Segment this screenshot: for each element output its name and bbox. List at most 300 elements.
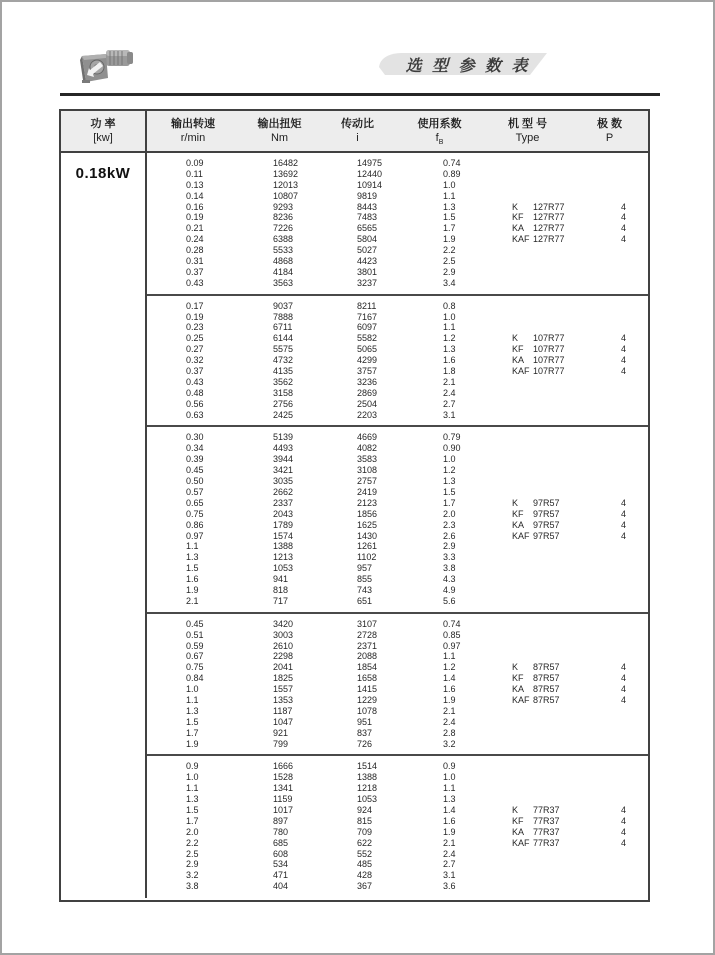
cell-poles [621, 541, 648, 552]
cell-type [512, 596, 621, 607]
cell-speed: 0.19 [186, 212, 204, 223]
gearmotor-photo-icon [76, 44, 136, 88]
cell-factor: 1.2 [443, 465, 456, 476]
col-header-poles: 极 数 P [596, 118, 623, 144]
cell-speed: 0.56 [186, 398, 204, 409]
cell-torque: 5575 [273, 344, 294, 355]
cell-poles [621, 881, 648, 892]
cell-poles: 4 [621, 212, 627, 223]
table-row [186, 706, 648, 717]
cell-poles [621, 191, 648, 202]
cell-type [512, 191, 621, 202]
table-row [186, 838, 648, 849]
group-127R77 [147, 153, 648, 294]
table-row [186, 585, 648, 596]
table-row [186, 870, 648, 881]
cell-speed: 0.27 [186, 344, 204, 355]
table-row [186, 388, 648, 399]
cell-type [512, 278, 621, 289]
cell-poles: 4 [621, 333, 627, 344]
cell-torque: 1187 [273, 705, 293, 716]
cell-torque: 2337 [273, 497, 294, 508]
cell-ratio: 1102 [357, 552, 377, 563]
table-row [186, 695, 648, 706]
cell-ratio: 1514 [357, 761, 378, 772]
cell-speed: 0.11 [186, 168, 203, 179]
cell-type [512, 684, 621, 695]
cell-type [512, 717, 621, 728]
cell-ratio: 2728 [357, 629, 378, 640]
cell-poles [621, 465, 648, 476]
type-model: 127R77 [533, 234, 565, 245]
cell-type [512, 202, 621, 213]
type-model: 77R37 [533, 804, 560, 815]
table-row [186, 202, 648, 213]
cell-factor: 1.2 [443, 662, 456, 673]
cell-ratio: 2504 [357, 398, 378, 409]
cell-poles [621, 717, 648, 728]
cell-poles [621, 651, 648, 662]
cell-torque: 7226 [273, 223, 294, 234]
cell-poles [621, 278, 648, 289]
cell-speed: 0.45 [186, 618, 204, 629]
cell-factor: 2.1 [443, 376, 456, 387]
cell-torque: 8236 [273, 212, 294, 223]
type-prefix: KF [512, 815, 524, 826]
cell-ratio: 1856 [357, 508, 378, 519]
table-row [186, 552, 648, 563]
cell-factor: 5.6 [443, 595, 456, 606]
type-model: 107R77 [533, 344, 565, 355]
cell-torque: 1557 [273, 684, 294, 695]
cell-torque: 3563 [273, 277, 294, 288]
type-model: 107R77 [533, 333, 565, 344]
type-prefix: KAF [512, 234, 530, 245]
cell-torque: 717 [273, 595, 289, 606]
cell-speed: 0.45 [186, 465, 204, 476]
cell-ratio: 8211 [357, 300, 377, 311]
cell-factor: 1.3 [443, 344, 456, 355]
cell-factor: 2.2 [443, 245, 456, 256]
cell-poles [621, 870, 648, 881]
cell-factor: 1.0 [443, 772, 456, 783]
cell-torque: 471 [273, 870, 289, 881]
table-row [186, 278, 648, 289]
cell-poles [621, 849, 648, 860]
cell-torque: 16482 [273, 158, 299, 168]
cell-speed: 0.25 [186, 333, 204, 344]
table-row [186, 816, 648, 827]
type-model: 127R77 [533, 201, 565, 212]
table-row [186, 212, 648, 223]
type-model: 77R37 [533, 837, 560, 848]
col-header-ratio: 传动比 i [341, 118, 374, 144]
table-row [186, 322, 648, 333]
cell-poles [621, 399, 648, 410]
type-model: 87R57 [533, 694, 560, 705]
cell-ratio: 5804 [357, 234, 378, 245]
cell-speed: 0.9 [186, 761, 199, 772]
table-row [186, 739, 648, 750]
type-prefix: K [512, 333, 519, 344]
cell-factor: 1.3 [443, 476, 456, 487]
cell-torque: 10807 [273, 190, 299, 201]
cell-poles [621, 245, 648, 256]
cell-factor: 3.3 [443, 552, 456, 563]
cell-factor: 3.1 [443, 409, 456, 420]
cell-factor: 1.7 [443, 223, 456, 234]
cell-poles: 4 [621, 837, 627, 848]
cell-speed: 0.37 [186, 266, 204, 277]
cell-speed: 1.1 [186, 541, 199, 552]
cell-poles [621, 585, 648, 596]
group-77R37 [147, 754, 648, 897]
cell-factor: 2.5 [443, 256, 456, 267]
power-column [61, 153, 147, 898]
cell-torque: 3035 [273, 476, 294, 487]
cell-torque: 685 [273, 837, 289, 848]
type-model: 97R57 [533, 497, 560, 508]
cell-poles: 4 [621, 694, 627, 705]
cell-ratio: 14975 [357, 158, 383, 168]
cell-torque: 2425 [273, 409, 294, 420]
cell-poles [621, 772, 648, 783]
cell-ratio: 957 [357, 563, 373, 574]
table-row [186, 728, 648, 739]
cell-type [512, 574, 621, 585]
cell-torque: 2298 [273, 651, 294, 662]
cell-type [512, 563, 621, 574]
cell-poles [621, 322, 648, 333]
cell-factor: 0.89 [443, 168, 461, 179]
cell-speed: 1.7 [186, 815, 199, 826]
type-prefix: KA [512, 223, 525, 234]
cell-factor: 2.1 [443, 705, 456, 716]
table-row [186, 355, 648, 366]
cell-ratio: 3236 [357, 376, 378, 387]
cell-poles [621, 377, 648, 388]
cell-poles [621, 410, 648, 421]
table-row [186, 805, 648, 816]
cell-type [512, 541, 621, 552]
cell-type [512, 234, 621, 245]
power-value: 0.18kW [75, 165, 131, 182]
cell-ratio: 9819 [357, 190, 378, 201]
cell-factor: 2.6 [443, 530, 456, 541]
cell-type [512, 169, 621, 180]
cell-factor: 1.8 [443, 366, 456, 377]
cell-ratio: 651 [357, 595, 373, 606]
cell-speed: 2.1 [186, 595, 199, 606]
cell-ratio: 3583 [357, 454, 378, 465]
cell-type [512, 454, 621, 465]
type-model: 87R57 [533, 662, 560, 673]
table-row [186, 333, 648, 344]
cell-type [512, 355, 621, 366]
cell-type [512, 531, 621, 542]
cell-poles [621, 169, 648, 180]
cell-torque: 1353 [273, 694, 294, 705]
table-row [186, 234, 648, 245]
cell-poles [621, 641, 648, 652]
type-prefix: KF [512, 212, 524, 223]
cell-ratio: 622 [357, 837, 373, 848]
cell-torque: 1213 [273, 552, 294, 563]
cell-factor: 1.0 [443, 179, 456, 190]
cell-speed: 2.9 [186, 859, 199, 870]
cell-torque: 1789 [273, 519, 294, 530]
cell-ratio: 4669 [357, 432, 378, 443]
cell-ratio: 2757 [357, 476, 378, 487]
cell-ratio: 837 [357, 727, 373, 738]
cell-factor: 3.1 [443, 870, 456, 881]
cell-ratio: 428 [357, 870, 373, 881]
cell-poles [621, 158, 648, 169]
cell-torque: 1666 [273, 761, 294, 772]
cell-torque: 1017 [273, 804, 294, 815]
cell-torque: 1825 [273, 673, 294, 684]
cell-speed: 0.24 [186, 234, 204, 245]
cell-type [512, 432, 621, 443]
table-row [186, 717, 648, 728]
table-row [186, 509, 648, 520]
cell-torque: 534 [273, 859, 289, 870]
cell-ratio: 1415 [357, 684, 378, 695]
table-row [186, 312, 648, 323]
cell-ratio: 3107 [357, 618, 378, 629]
cell-speed: 0.28 [186, 245, 204, 256]
table-row [186, 158, 648, 169]
type-prefix: KAF [512, 530, 530, 541]
cell-speed: 0.63 [186, 409, 204, 420]
cell-factor: 1.2 [443, 333, 456, 344]
cell-ratio: 924 [357, 804, 373, 815]
type-prefix: KAF [512, 694, 530, 705]
cell-type [512, 443, 621, 454]
cell-factor: 1.3 [443, 794, 456, 805]
table-row [186, 301, 648, 312]
cell-poles [621, 619, 648, 630]
cell-torque: 608 [273, 848, 289, 859]
cell-type [512, 344, 621, 355]
cell-poles [621, 256, 648, 267]
cell-poles [621, 432, 648, 443]
cell-factor: 3.4 [443, 277, 456, 288]
cell-ratio: 3108 [357, 465, 378, 476]
cell-factor: 2.1 [443, 837, 456, 848]
cell-poles [621, 301, 648, 312]
cell-type [512, 366, 621, 377]
cell-torque: 12013 [273, 179, 299, 190]
cell-ratio: 5027 [357, 245, 378, 256]
cell-torque: 2043 [273, 508, 294, 519]
cell-ratio: 2371 [357, 640, 378, 651]
cell-torque: 3421 [273, 465, 294, 476]
cell-type [512, 520, 621, 531]
cell-type [512, 465, 621, 476]
cell-type [512, 783, 621, 794]
cell-factor: 2.7 [443, 859, 456, 870]
cell-factor: 1.6 [443, 684, 456, 695]
cell-poles [621, 487, 648, 498]
cell-factor: 3.6 [443, 881, 456, 892]
table-row [186, 596, 648, 607]
cell-torque: 9037 [273, 300, 294, 311]
cell-type [512, 761, 621, 772]
cell-torque: 897 [273, 815, 289, 826]
cell-type [512, 805, 621, 816]
cell-speed: 0.97 [186, 530, 204, 541]
cell-factor: 1.5 [443, 212, 456, 223]
type-model: 87R57 [533, 673, 560, 684]
cell-speed: 0.17 [186, 300, 204, 311]
cell-speed: 0.30 [186, 432, 204, 443]
table-row [186, 191, 648, 202]
cell-ratio: 5582 [357, 333, 378, 344]
cell-factor: 1.9 [443, 694, 456, 705]
cell-torque: 4184 [273, 266, 294, 277]
cell-poles [621, 267, 648, 278]
cell-poles [621, 739, 648, 750]
cell-poles [621, 596, 648, 607]
cell-type [512, 706, 621, 717]
cell-poles: 4 [621, 684, 627, 695]
cell-type [512, 388, 621, 399]
table-row [186, 574, 648, 585]
cell-torque: 3420 [273, 618, 294, 629]
page-title-banner [379, 49, 547, 77]
cell-speed: 0.48 [186, 387, 204, 398]
cell-type [512, 585, 621, 596]
cell-torque: 6388 [273, 234, 294, 245]
cell-factor: 0.8 [443, 300, 456, 311]
cell-ratio: 6097 [357, 322, 378, 333]
cell-ratio: 1388 [357, 772, 378, 783]
table-row [186, 498, 648, 509]
cell-torque: 5139 [273, 432, 294, 443]
cell-speed: 1.3 [186, 705, 199, 716]
cell-ratio: 1261 [357, 541, 378, 552]
cell-ratio: 2419 [357, 486, 378, 497]
cell-poles [621, 706, 648, 717]
header-rule [60, 93, 660, 96]
cell-poles [621, 454, 648, 465]
type-prefix: KAF [512, 366, 530, 377]
cell-speed: 3.2 [186, 870, 199, 881]
cell-factor: 1.1 [443, 783, 456, 794]
cell-ratio: 8443 [357, 201, 378, 212]
type-model: 107R77 [533, 355, 565, 366]
cell-speed: 0.50 [186, 476, 204, 487]
cell-speed: 1.3 [186, 794, 199, 805]
col-header-speed: 输出转速 r/min [171, 118, 215, 144]
type-model: 97R57 [533, 508, 560, 519]
type-model: 77R37 [533, 826, 560, 837]
cell-ratio: 1658 [357, 673, 378, 684]
cell-ratio: 726 [357, 738, 373, 749]
cell-type [512, 498, 621, 509]
cell-factor: 0.79 [443, 432, 461, 443]
cell-ratio: 6565 [357, 223, 378, 234]
cell-factor: 4.9 [443, 584, 456, 595]
col-header-factor: 使用系数 $f_B$ [417, 118, 462, 147]
cell-torque: 1341 [273, 783, 294, 794]
cell-torque: 3003 [273, 629, 294, 640]
cell-poles [621, 728, 648, 739]
table-row [186, 541, 648, 552]
cell-speed: 1.3 [186, 552, 199, 563]
cell-type [512, 158, 621, 169]
cell-factor: 2.4 [443, 387, 456, 398]
table-row [186, 169, 648, 180]
cell-type [512, 859, 621, 870]
cell-type [512, 619, 621, 630]
cell-speed: 0.65 [186, 497, 204, 508]
cell-torque: 13692 [273, 168, 299, 179]
cell-poles [621, 312, 648, 323]
cell-factor: 3.2 [443, 738, 456, 749]
cell-factor: 2.7 [443, 398, 456, 409]
type-prefix: KF [512, 344, 524, 355]
col-header-type: 机 型 号 Type [507, 118, 548, 144]
cell-poles: 4 [621, 366, 627, 377]
type-model: 87R57 [533, 684, 560, 695]
table-row [186, 662, 648, 673]
cell-type [512, 662, 621, 673]
cell-poles [621, 476, 648, 487]
table-row [186, 520, 648, 531]
cell-factor: 1.6 [443, 815, 456, 826]
cell-factor: 0.74 [443, 158, 461, 168]
cell-factor: 1.3 [443, 201, 456, 212]
cell-type [512, 410, 621, 421]
cell-poles [621, 574, 648, 585]
cell-torque: 1159 [273, 794, 293, 805]
table-row [186, 245, 648, 256]
cell-torque: 4493 [273, 443, 294, 454]
cell-ratio: 2203 [357, 409, 378, 420]
cell-factor: 2.0 [443, 508, 456, 519]
cell-ratio: 743 [357, 584, 373, 595]
cell-factor: 1.5 [443, 486, 456, 497]
col-header-power [61, 111, 147, 151]
cell-type [512, 180, 621, 191]
cell-type [512, 552, 621, 563]
cell-ratio: 4423 [357, 256, 378, 267]
cell-speed: 0.31 [186, 256, 204, 267]
cell-torque: 7888 [273, 311, 294, 322]
cell-type [512, 399, 621, 410]
cell-ratio: 485 [357, 859, 373, 870]
cell-torque: 4868 [273, 256, 294, 267]
cell-speed: 0.34 [186, 443, 204, 454]
cell-poles [621, 552, 648, 563]
type-prefix: KA [512, 355, 525, 366]
type-prefix: KAF [512, 837, 530, 848]
type-model: 107R77 [533, 366, 565, 377]
cell-torque: 1528 [273, 772, 294, 783]
cell-speed: 0.09 [186, 158, 204, 168]
cell-factor: 0.74 [443, 618, 461, 629]
cell-type [512, 651, 621, 662]
cell-type [512, 673, 621, 684]
cell-poles: 4 [621, 826, 627, 837]
cell-ratio: 367 [357, 881, 373, 892]
table-row [186, 223, 648, 234]
cell-factor: 2.4 [443, 848, 456, 859]
cell-type [512, 794, 621, 805]
type-model: 97R57 [533, 519, 560, 530]
